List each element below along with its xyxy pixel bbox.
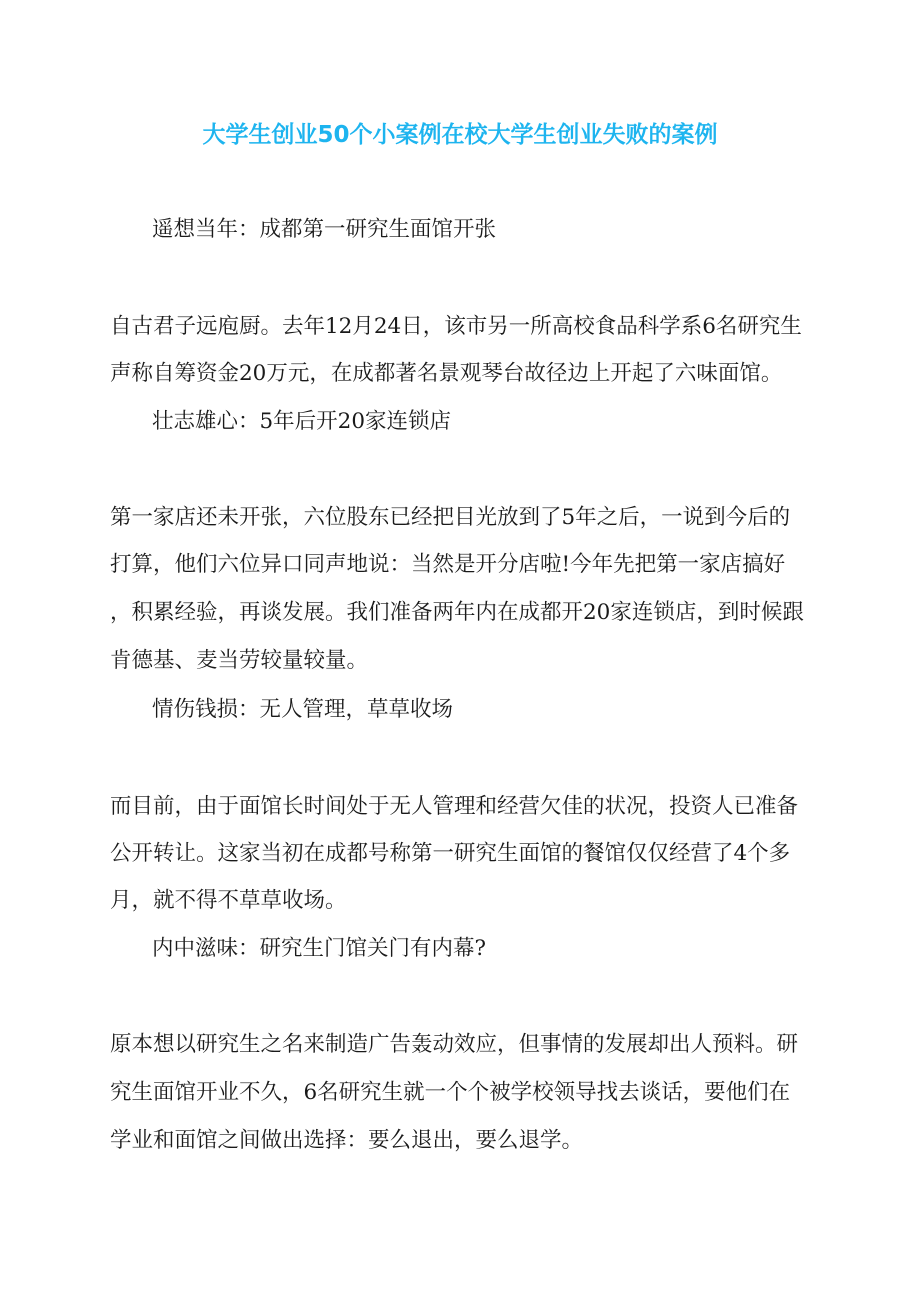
paragraph-line: 肯德基、麦当劳较量较量。 (110, 648, 369, 673)
document-title: 大学生创业50个小案例在校大学生创业失败的案例 (202, 122, 718, 148)
paragraph-line: ，积累经验，再谈发展。我们准备两年内在成都开20家连锁店，到时候跟 (110, 600, 804, 625)
paragraph-line: 原本想以研究生之名来制造广告轰动效应，但事情的发展却出人预料。研 (110, 1032, 799, 1057)
paragraph-line: 而目前，由于面馆长时间处于无人管理和经营欠佳的状况，投资人已准备 (110, 794, 799, 819)
section-heading: 壮志雄心：5年后开20家连锁店 (152, 409, 452, 434)
paragraph-line: 打算，他们六位异口同声地说：当然是开分店啦!今年先把第一家店搞好 (110, 552, 786, 577)
paragraph-line: 学业和面馆之间做出选择：要么退出，要么退学。 (110, 1128, 584, 1153)
paragraph-line: 月，就不得不草草收场。 (110, 888, 347, 913)
paragraph-line: 第一家店还未开张，六位股东已经把目光放到了5年之后，一说到今后的 (110, 505, 791, 530)
paragraph-line: 究生面馆开业不久，6名研究生就一个个被学校领导找去谈话，要他们在 (110, 1080, 791, 1105)
section-heading: 遥想当年：成都第一研究生面馆开张 (152, 217, 497, 242)
section-heading: 情伤钱损：无人管理，草草收场 (152, 697, 454, 722)
paragraph-line: 公开转让。这家当初在成都号称第一研究生面馆的餐馆仅仅经营了4个多 (110, 841, 791, 866)
paragraph-line: 声称自筹资金20万元，在成都著名景观琴台故径边上开起了六味面馆。 (110, 361, 783, 386)
paragraph-line: 自古君子远庖厨。去年12月24日，该市另一所高校食品科学系6名研究生 (110, 314, 802, 339)
section-heading: 内中滋味：研究生门馆关门有内幕? (152, 936, 487, 961)
